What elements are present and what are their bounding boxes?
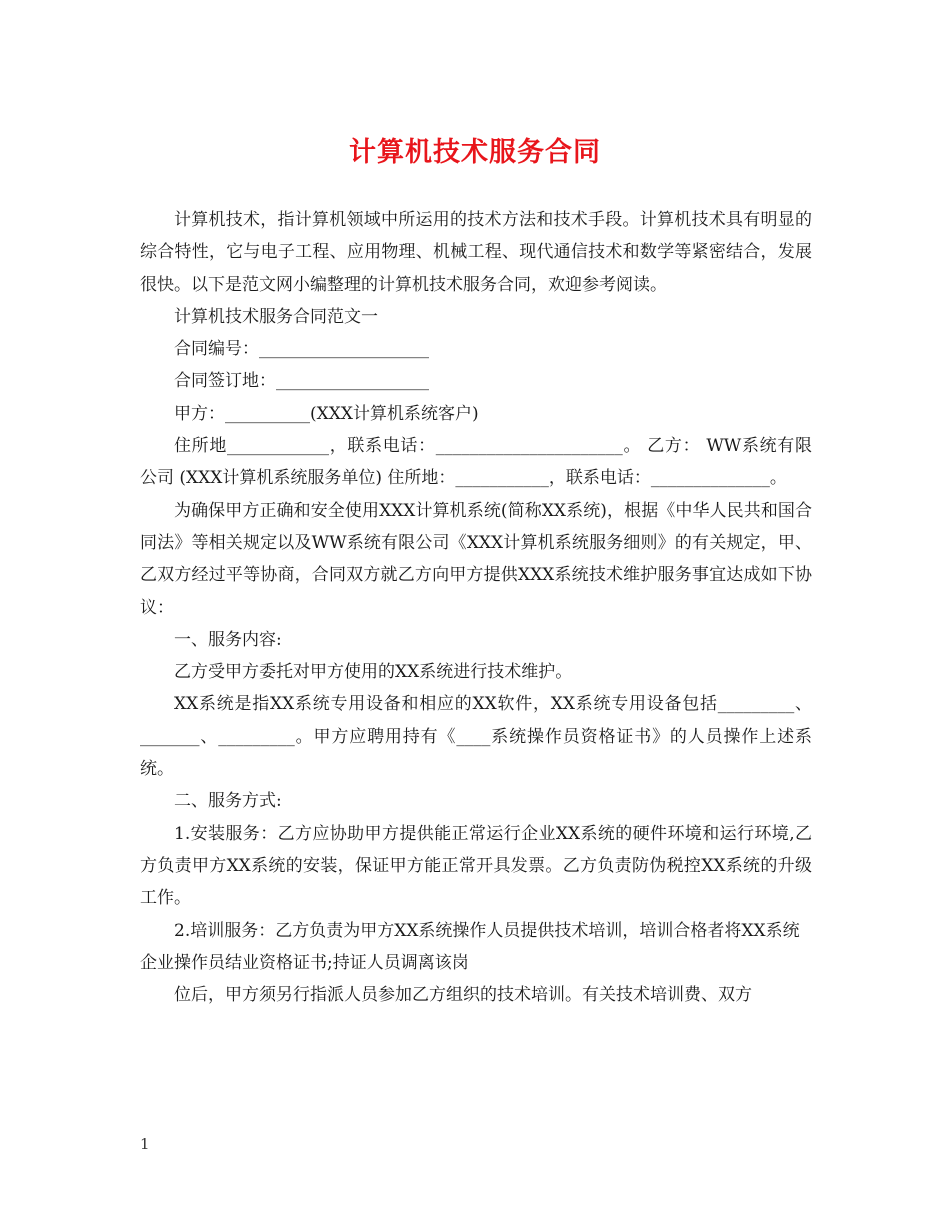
system-definition-paragraph: XX系统是指XX系统专用设备和相应的XX软件，XX系统专用设备包括_________、_______、_________。甲方应聘用持有《____系统操作员资格证书》的人员操作上述系统。	[140, 694, 812, 780]
training-continuation-paragraph: 位后，甲方须另行指派人员参加乙方组织的技术培训。有关技术培训费、双方	[174, 985, 752, 1006]
preamble-paragraph: 为确保甲方正确和安全使用XXX计算机系统(简称XX系统)，根据《中华人民共和国合同法》等相关规定以及WW系统有限公司《XXX计算机系统服务细则》的有关规定，甲、乙双方经过平等协商，合同双方就乙方向甲方提供XXX系统技术维护服务事宜达成如下协议：	[140, 500, 812, 618]
training-service-paragraph: 2.培训服务：乙方负责为甲方XX系统操作人员提供技术培训，培训合格者将XX系统企业操作员结业资格证书;持证人员调离该岗	[140, 920, 800, 973]
intro-paragraph: 计算机技术，指计算机领域中所运用的技术方法和技术手段。计算机技术具有明显的综合特性，它与电子工程、应用物理、机械工程、现代通信技术和数学等紧密结合，发展很快。以下是范文网小编整理的计算机技术服务合同，欢迎参考阅读。	[140, 210, 812, 295]
address-party-b-paragraph: 住所地____________，联系电话：______________________。 乙方： WW系统有限公司 (XXX计算机系统服务单位) 住所地：___________，联系电话：______________。	[140, 436, 812, 489]
contract-number-line: 合同编号：____________________	[174, 339, 429, 360]
section-heading-service-method: 二、服务方式:	[174, 791, 282, 812]
service-content-paragraph: 乙方受甲方委托对甲方使用的XX系统进行技术维护。	[174, 662, 573, 683]
document-title: 计算机技术服务合同	[349, 137, 601, 168]
signing-place-line: 合同签订地：__________________	[174, 371, 429, 392]
section-heading-service-content: 一、服务内容:	[174, 629, 282, 650]
party-a-line: 甲方：__________(XXX计算机系统客户)	[174, 403, 479, 424]
installation-service-paragraph: 1.安装服务：乙方应协助甲方提供能正常运行企业XX系统的硬件环境和运行环境,乙方负责甲方XX系统的安装，保证甲方能正常开具发票。乙方负责防伪税控XX系统的升级工作。	[140, 823, 812, 909]
page-number: 1	[140, 1135, 150, 1153]
sample-heading: 计算机技术服务合同范文一	[174, 306, 378, 327]
document-body	[140, 204, 812, 1011]
